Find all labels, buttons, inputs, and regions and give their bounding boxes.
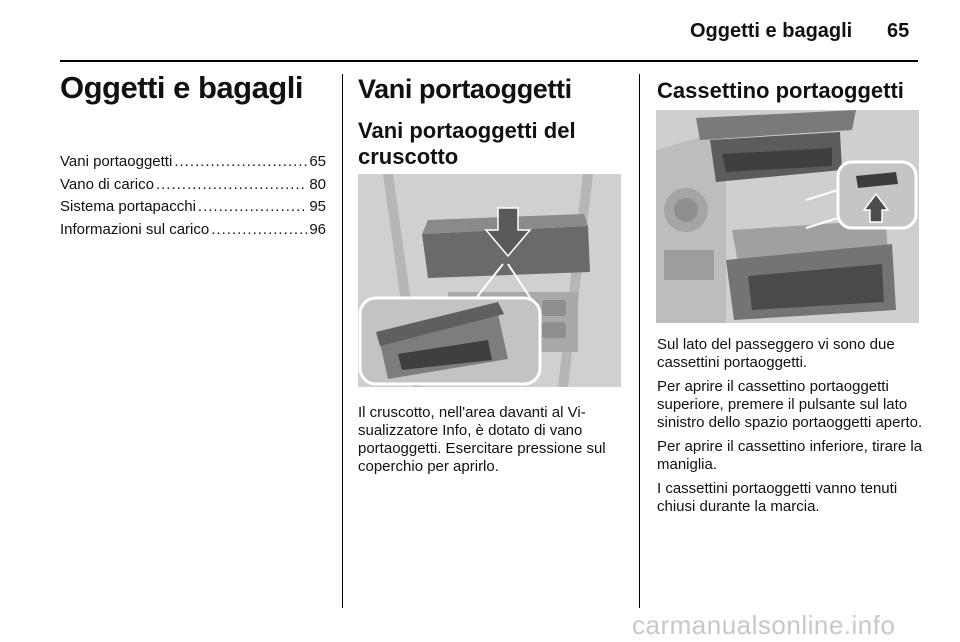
toc-leader-dots bbox=[198, 196, 307, 219]
watermark: carmanualsonline.info bbox=[632, 610, 896, 640]
paragraph: I cassettini portaoggetti vanno tenuti chiusi durante la marcia. bbox=[657, 480, 898, 515]
paragraph: Sul lato del passeggero vi sono due cassettini portaoggetti. bbox=[657, 336, 895, 371]
header-rule bbox=[60, 60, 918, 62]
paragraph: Per aprire il cassettino inferiore, tirare la maniglia. bbox=[657, 438, 923, 473]
page-number: 65 bbox=[887, 20, 910, 42]
column-divider-1 bbox=[342, 74, 343, 608]
toc-entry-page: 65 bbox=[309, 153, 326, 170]
toc-leader-dots bbox=[211, 219, 307, 242]
glovebox-illustration bbox=[656, 110, 919, 323]
toc-entry-page: 96 bbox=[309, 220, 326, 238]
toc-entry[interactable] bbox=[60, 151, 326, 174]
column-divider-2 bbox=[639, 74, 640, 608]
dashboard-storage-illustration bbox=[358, 174, 621, 387]
toc-entry-label: Vano di carico bbox=[60, 175, 154, 193]
toc-leader-dots bbox=[174, 151, 307, 174]
toc-leader-dots bbox=[156, 174, 307, 197]
section-title: Vani portaoggetti bbox=[358, 74, 572, 104]
toc-entry[interactable] bbox=[60, 174, 326, 197]
body-text bbox=[657, 336, 925, 522]
toc-entry-label: Sistema portapacchi bbox=[60, 198, 196, 216]
toc-entry[interactable] bbox=[60, 196, 326, 219]
subsection-title: Vani portaoggetti del cruscotto bbox=[358, 118, 576, 169]
toc-entry-page: 95 bbox=[309, 198, 326, 216]
paragraph: Per aprire il cassettino portaoggetti superiore, premere il pulsante sul lato sinistro dello spazio portaoggetti aperto. bbox=[657, 378, 923, 431]
chapter-title: Oggetti e bagagli bbox=[60, 70, 303, 105]
toc-entry[interactable] bbox=[60, 219, 326, 242]
paragraph: Il cruscotto, nell'area davanti al Vi-sualizzatore Info, è dotato di vano portaoggetti. Esercitare pressione sul coperchio per aprirlo. bbox=[358, 404, 606, 475]
toc-entry-label: Vani portaoggetti bbox=[60, 153, 173, 170]
section-title: Cassettino portaoggetti bbox=[657, 78, 904, 103]
body-text bbox=[358, 404, 626, 482]
toc-entry-label: Informazioni sul carico bbox=[60, 220, 210, 238]
running-title: Oggetti e bagagli bbox=[690, 20, 853, 42]
toc-entry-page: 80 bbox=[309, 175, 326, 193]
table-of-contents bbox=[60, 151, 326, 241]
